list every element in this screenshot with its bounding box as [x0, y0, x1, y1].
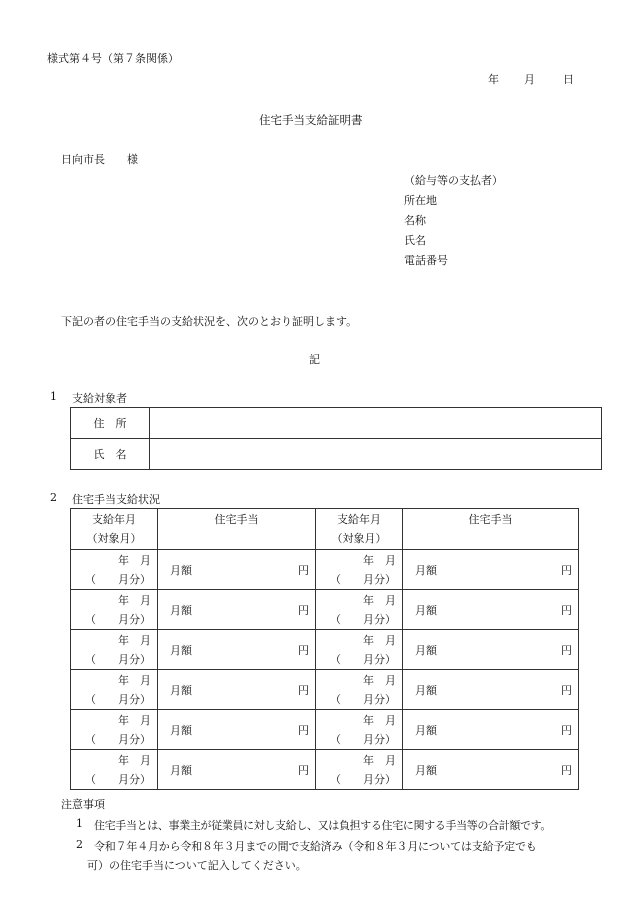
- target-month-text: 月分）: [118, 693, 151, 706]
- section2-title: 住宅手当支給状況: [72, 493, 160, 506]
- monthly-amount-cell-right[interactable]: [403, 630, 579, 670]
- note2-number: 2: [76, 838, 83, 851]
- target-month-line: [85, 571, 151, 587]
- open-paren: （: [330, 693, 341, 706]
- header-month-line1: 支給年月: [337, 513, 381, 526]
- header-month-line1: 支給年月: [92, 513, 136, 526]
- payment-table: [70, 508, 579, 790]
- monthly-label: 月額: [170, 644, 192, 657]
- target-month-text: 月分）: [363, 653, 396, 666]
- target-month-text: 月分）: [118, 573, 151, 586]
- address-field[interactable]: [150, 408, 602, 439]
- yen-unit: 円: [298, 724, 309, 737]
- monthly-amount-cell-left[interactable]: [158, 630, 316, 670]
- open-paren: （: [330, 613, 341, 626]
- target-month-line: [330, 691, 396, 707]
- target-month-cell-left[interactable]: [71, 750, 158, 790]
- section1-number: 1: [50, 390, 57, 403]
- addressee: 日向市長 様: [61, 153, 138, 166]
- note1-text: 住宅手当とは、事業主が従業員に対し支給し、又は負担する住宅に関する手当等の合計額です。: [94, 819, 552, 832]
- target-month-line: [85, 611, 151, 627]
- open-paren: （: [330, 573, 341, 586]
- year-month-text: 年 月: [118, 594, 151, 607]
- payer-address-label: 所在地: [404, 194, 437, 207]
- monthly-label: 月額: [415, 724, 437, 737]
- monthly-amount-cell-left[interactable]: [158, 590, 316, 630]
- yen-unit: 円: [561, 724, 572, 737]
- yen-unit: 円: [298, 564, 309, 577]
- monthly-label: 月額: [415, 644, 437, 657]
- open-paren: （: [85, 573, 96, 586]
- target-month-line: [330, 771, 396, 787]
- yen-unit: 円: [298, 604, 309, 617]
- target-month-cell-left[interactable]: [71, 670, 158, 710]
- target-month-cell-right[interactable]: [316, 550, 403, 590]
- target-month-line: [85, 651, 151, 667]
- table-row: [71, 590, 579, 630]
- name-label: 氏 名: [71, 439, 150, 470]
- target-month-line: [85, 731, 151, 747]
- monthly-amount-cell-right[interactable]: [403, 670, 579, 710]
- table-row: [71, 710, 579, 750]
- monthly-amount-cell-left[interactable]: [158, 750, 316, 790]
- monthly-label: 月額: [415, 604, 437, 617]
- target-month-text: 月分）: [118, 733, 151, 746]
- header-allowance-left: 住宅手当: [158, 509, 316, 550]
- open-paren: （: [330, 733, 341, 746]
- table-row: [71, 630, 579, 670]
- year-month-text: 年 月: [118, 554, 151, 567]
- note2-text: 令和７年４月から令和８年３月までの間で支給済み（令和８年３月については支給予定でも: [94, 840, 537, 853]
- target-month-cell-right[interactable]: [316, 630, 403, 670]
- year-month-text: 年 月: [118, 634, 151, 647]
- target-month-cell-left[interactable]: [71, 630, 158, 670]
- subject-table: [70, 407, 602, 470]
- monthly-label: 月額: [415, 564, 437, 577]
- target-month-text: 月分）: [363, 773, 396, 786]
- monthly-amount-cell-right[interactable]: [403, 590, 579, 630]
- year-month-text: 年 月: [363, 714, 396, 727]
- year-month-text: 年 月: [118, 714, 151, 727]
- target-month-text: 月分）: [363, 573, 396, 586]
- form-number: 様式第４号（第７条関係）: [47, 52, 179, 65]
- year-month-text: 年 月: [363, 674, 396, 687]
- payer-name-label: 名称: [404, 214, 426, 227]
- header-month-line2: （対象月）: [331, 532, 387, 545]
- target-month-cell-right[interactable]: [316, 710, 403, 750]
- note1-number: 1: [76, 817, 83, 830]
- target-month-text: 月分）: [118, 653, 151, 666]
- target-month-cell-left[interactable]: [71, 590, 158, 630]
- table-header-row: [71, 509, 579, 550]
- target-month-cell-right[interactable]: [316, 590, 403, 630]
- date-day: 日: [563, 73, 574, 86]
- date-month: 月: [524, 73, 535, 86]
- table-row: [71, 550, 579, 590]
- target-month-line: [85, 771, 151, 787]
- monthly-label: 月額: [170, 684, 192, 697]
- open-paren: （: [85, 653, 96, 666]
- monthly-label: 月額: [415, 764, 437, 777]
- yen-unit: 円: [561, 604, 572, 617]
- monthly-label: 月額: [170, 564, 192, 577]
- open-paren: （: [85, 693, 96, 706]
- year-month-text: 年 月: [118, 754, 151, 767]
- target-month-text: 月分）: [363, 733, 396, 746]
- ki-mark: 記: [309, 353, 320, 366]
- monthly-amount-cell-right[interactable]: [403, 550, 579, 590]
- payer-phone-label: 電話番号: [404, 254, 448, 267]
- yen-unit: 円: [298, 764, 309, 777]
- header-allowance-right: 住宅手当: [403, 509, 579, 550]
- monthly-label: 月額: [415, 684, 437, 697]
- year-month-text: 年 月: [363, 594, 396, 607]
- yen-unit: 円: [298, 644, 309, 657]
- table-row: [71, 408, 602, 439]
- monthly-amount-cell-left[interactable]: [158, 710, 316, 750]
- year-month-text: 年 月: [363, 554, 396, 567]
- monthly-amount-cell-left[interactable]: [158, 550, 316, 590]
- payer-heading: （給与等の支払者）: [404, 174, 503, 187]
- yen-unit: 円: [561, 644, 572, 657]
- date-year: 年: [488, 73, 499, 86]
- header-month-left: [71, 509, 158, 550]
- target-month-text: 月分）: [363, 613, 396, 626]
- open-paren: （: [85, 733, 96, 746]
- monthly-amount-cell-right[interactable]: [403, 710, 579, 750]
- target-month-line: [330, 611, 396, 627]
- target-month-line: [330, 571, 396, 587]
- open-paren: （: [330, 653, 341, 666]
- table-row: [71, 750, 579, 790]
- monthly-label: 月額: [170, 604, 192, 617]
- document-title: 住宅手当支給証明書: [259, 113, 363, 127]
- year-month-text: 年 月: [363, 754, 396, 767]
- monthly-label: 月額: [170, 724, 192, 737]
- monthly-amount-cell-left[interactable]: [158, 670, 316, 710]
- target-month-cell-right[interactable]: [316, 670, 403, 710]
- yen-unit: 円: [561, 684, 572, 697]
- target-month-line: [330, 731, 396, 747]
- open-paren: （: [330, 773, 341, 786]
- target-month-text: 月分）: [363, 693, 396, 706]
- note2-text-cont: 可）の住宅手当について記入してください。: [87, 859, 307, 872]
- notes-heading: 注意事項: [61, 798, 105, 811]
- target-month-text: 月分）: [118, 773, 151, 786]
- year-month-text: 年 月: [118, 674, 151, 687]
- table-row: [71, 670, 579, 710]
- target-month-cell-right[interactable]: [316, 750, 403, 790]
- section2-number: 2: [50, 491, 57, 504]
- section1-title: 支給対象者: [72, 392, 127, 405]
- target-month-cell-left[interactable]: [71, 550, 158, 590]
- header-month-right: [316, 509, 403, 550]
- statement: 下記の者の住宅手当の支給状況を、次のとおり証明します。: [61, 315, 358, 328]
- open-paren: （: [85, 773, 96, 786]
- year-month-text: 年 月: [363, 634, 396, 647]
- target-month-line: [330, 651, 396, 667]
- name-field[interactable]: [150, 439, 602, 470]
- table-row: [71, 439, 602, 470]
- target-month-cell-left[interactable]: [71, 710, 158, 750]
- header-month-line2: （対象月）: [86, 532, 142, 545]
- payer-person-label: 氏名: [404, 234, 426, 247]
- yen-unit: 円: [561, 764, 572, 777]
- open-paren: （: [85, 613, 96, 626]
- monthly-label: 月額: [170, 764, 192, 777]
- address-label: 住 所: [71, 408, 150, 439]
- target-month-line: [85, 691, 151, 707]
- monthly-amount-cell-right[interactable]: [403, 750, 579, 790]
- yen-unit: 円: [561, 564, 572, 577]
- target-month-text: 月分）: [118, 613, 151, 626]
- yen-unit: 円: [298, 684, 309, 697]
